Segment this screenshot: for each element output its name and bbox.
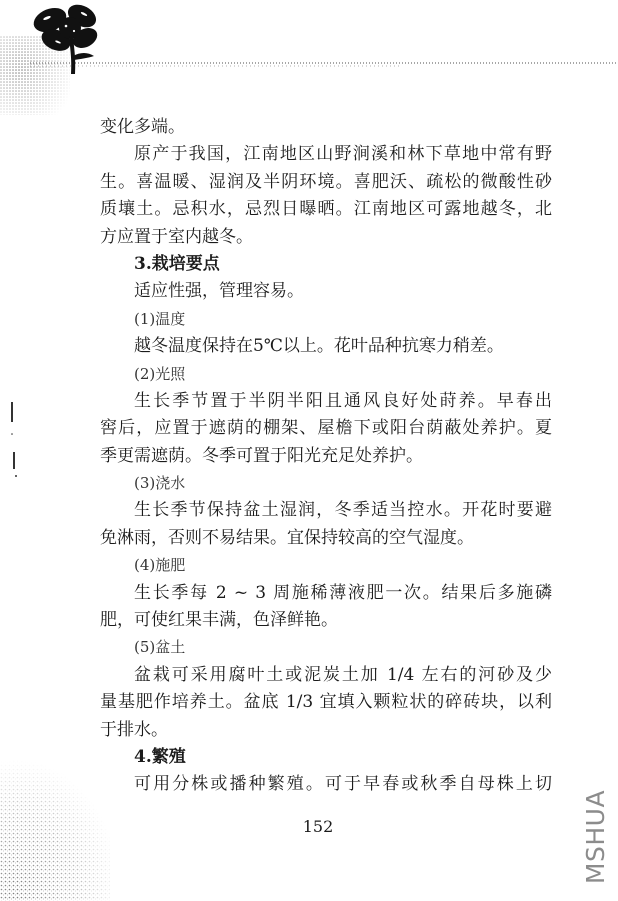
body-line: 质壤土。忌积水，忌烈日曝晒。江南地区可露地越冬，北 — [100, 199, 552, 220]
subsection-heading: (4)施肥 — [134, 556, 186, 575]
section-propagation — [100, 744, 552, 799]
header-rule — [30, 63, 618, 66]
body-line: 量基肥作培养土。盆底 1/3 宜填入颗粒状的碎砖块，以利 — [100, 692, 552, 713]
subsection-light — [100, 361, 552, 471]
bottom-left-noise — [0, 760, 110, 901]
body-line: 越冬温度保持在5℃以上。花叶品种抗寒力稍差。 — [134, 336, 504, 357]
body-line: 生长季节置于半阴半阳且通风良好处莳养。早春出 — [134, 390, 552, 411]
subsection-temperature — [100, 306, 552, 361]
section-heading: 4.繁殖 — [134, 746, 186, 767]
paragraph-origin — [100, 141, 552, 251]
subsection-heading: (2)光照 — [134, 364, 186, 383]
body-line: 生长季节保持盆土湿润，冬季适当控水。开花时要避 — [134, 500, 552, 521]
body-line: 生长季每 2 ~ 3 周施稀薄液肥一次。结果后多施磷 — [134, 582, 552, 603]
paragraph-continuation — [100, 114, 552, 141]
body-line: 方应置于室内越冬。 — [100, 226, 253, 247]
body-line: 于排水。 — [100, 719, 168, 740]
subsection-heading: (1)温度 — [134, 309, 186, 328]
body-line: 盆栽可采用腐叶土或泥炭土加 1/4 左右的河砂及少 — [134, 664, 552, 685]
page-number: 152 — [302, 817, 334, 836]
flower-silhouette-icon — [30, 0, 101, 74]
body-line: 原产于我国，江南地区山野涧溪和林下草地中常有野 — [134, 144, 552, 165]
subsection-fertilizing — [100, 552, 552, 634]
body-line: 窖后，应置于遮荫的棚架、屋檐下或阳台荫蔽处养护。夏 — [100, 418, 552, 439]
body-text — [100, 114, 552, 799]
body-line: 生。喜温暖、湿润及半阴环境。喜肥沃、疏松的微酸性砂 — [100, 171, 552, 192]
watermark: MSHUA — [581, 789, 610, 885]
body-line: 季更需遮荫。冬季可置于阳光充足处养护。 — [100, 445, 423, 466]
body-line: 适应性强，管理容易。 — [134, 281, 304, 302]
top-left-stipple — [0, 35, 70, 115]
body-line: 免淋雨，否则不易结果。宜保持较高的空气湿度。 — [100, 527, 474, 548]
section-cultivation — [100, 251, 552, 744]
subsection-watering — [100, 470, 552, 552]
body-line: 变化多端。 — [100, 117, 185, 137]
section-heading: 3.栽培要点 — [134, 253, 220, 274]
body-line: 肥，可使红果丰满，色泽鲜艳。 — [100, 610, 338, 631]
subsection-heading: (3)浇水 — [134, 474, 186, 493]
subsection-potting-soil — [100, 634, 552, 744]
body-line: 可用分株或播种繁殖。可于早春或秋季自母株上切 — [134, 774, 552, 795]
left-edge-specks — [11, 402, 17, 477]
subsection-heading: (5)盆土 — [134, 638, 186, 657]
